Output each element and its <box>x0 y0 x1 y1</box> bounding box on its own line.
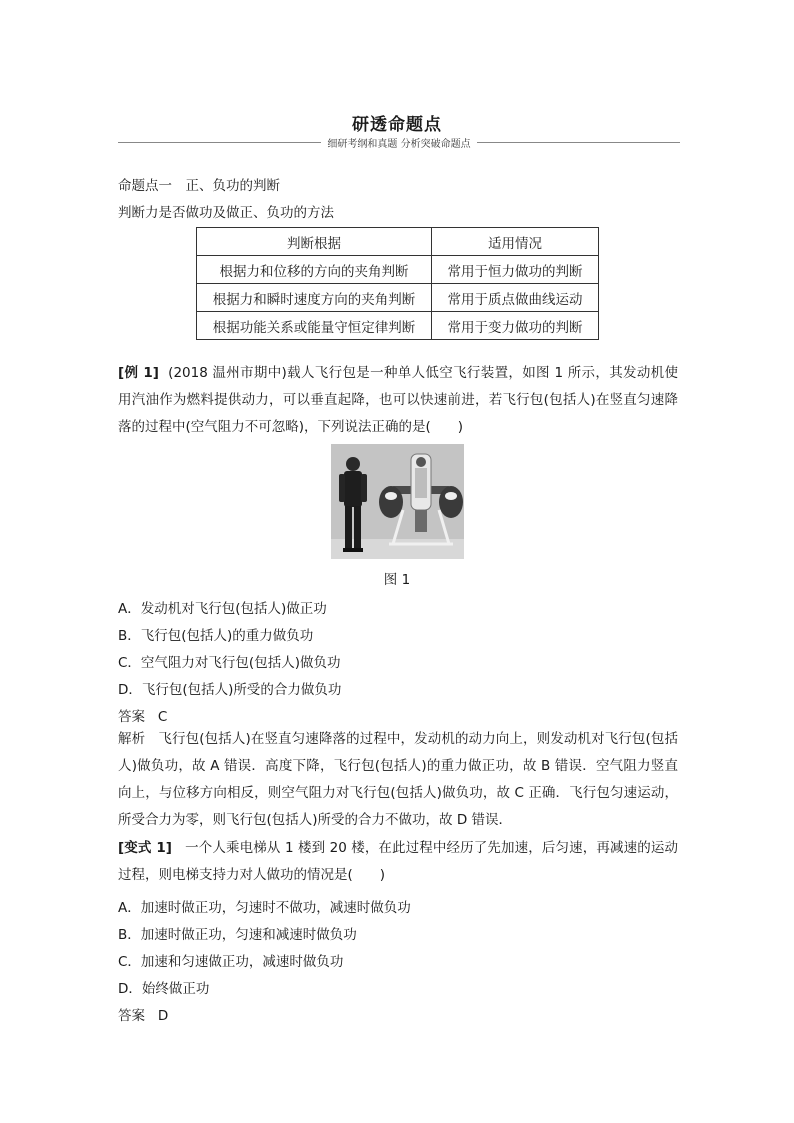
example-1-analysis <box>118 726 678 834</box>
analysis-text: 飞行包(包括人)在竖直匀速降落的过程中，发动机的动力向上，则发动机对飞行包(包括人)做负功，故 A 错误．高度下降，飞行包(包括人)的重力做正功，故 B 错误．空气阻力竖直向上，与位移方向相反，则空气阻力对飞行包(包括人)做负功，故 C 正确．飞行包匀速运动，所受合力为零，则飞行包(包括人)所受的合力不做功，故 D 错误． <box>118 731 678 828</box>
example-1-question <box>118 360 678 441</box>
example-1-option-b: B．飞行包(包括人)的重力做负功 <box>118 628 314 644</box>
table-cell: 根据力和位移的方向的夹角判断 <box>197 256 432 284</box>
variant-1-option-b: B．加速时做正功，匀速和减速时做负功 <box>118 927 357 943</box>
table-cell: 常用于恒力做功的判断 <box>432 256 599 284</box>
subtitle-divider <box>118 134 680 150</box>
example-1-option-d: D．飞行包(包括人)所受的合力做负功 <box>118 682 342 698</box>
answer-value: C <box>157 709 168 725</box>
example-1-answer <box>118 705 167 725</box>
table-row <box>197 284 599 312</box>
answer-label: 答案 <box>118 1008 145 1024</box>
jetpack-photo <box>331 444 464 559</box>
variant-1-option-d: D．始终做正功 <box>118 981 210 997</box>
variant-1-option-c: C．加速和匀速做正功，减速时做负功 <box>118 954 344 970</box>
page-title: 研透命题点 <box>352 115 442 135</box>
example-1-tag: [例 1] <box>118 365 159 381</box>
variant-1-answer <box>118 1004 168 1024</box>
table-cell: 根据力和瞬时速度方向的夹角判断 <box>197 284 432 312</box>
answer-label: 答案 <box>118 709 145 725</box>
table-header-cell: 判断根据 <box>197 228 432 256</box>
figure-caption: 图 1 <box>383 572 411 588</box>
divider-line-right <box>477 142 680 143</box>
variant-1-text: 一个人乘电梯从 1 楼到 20 楼，在此过程中经历了先加速，后匀速，再减速的运动过程，则电梯支持力对人做功的情况是( ) <box>118 840 678 883</box>
example-1-source: (2018 温州市期中) <box>168 365 287 381</box>
example-1-option-c: C．空气阻力对飞行包(包括人)做负功 <box>118 655 341 671</box>
method-heading: 判断力是否做功及做正、负功的方法 <box>118 205 334 221</box>
section-heading: 命题点一 正、负功的判断 <box>118 178 280 194</box>
judgement-table <box>196 227 599 340</box>
table-cell: 常用于质点做曲线运动 <box>432 284 599 312</box>
example-1-option-a: A．发动机对飞行包(包括人)做正功 <box>118 601 327 617</box>
table-row <box>197 256 599 284</box>
divider-line-left <box>118 142 321 143</box>
table-header-row <box>197 228 599 256</box>
table-cell: 常用于变力做功的判断 <box>432 312 599 340</box>
analysis-label: 解析 <box>118 731 146 747</box>
table-header-cell: 适用情况 <box>432 228 599 256</box>
variant-1-option-a: A．加速时做正功，匀速时不做功，减速时做负功 <box>118 900 411 916</box>
page-subtitle: 细研考纲和真题 分析突破命题点 <box>327 138 471 150</box>
table-row <box>197 312 599 340</box>
example-1-text: 载人飞行包是一种单人低空飞行装置，如图 1 所示，其发动机使用汽油作为燃料提供动力，可以垂直起降，也可以快速前进，若飞行包(包括人)在竖直匀速降落的过程中(空气阻力不可忽略)，下列说法正确的是( ) <box>118 365 679 435</box>
table-cell: 根据功能关系或能量守恒定律判断 <box>197 312 432 340</box>
jetpack-illustration <box>331 444 464 559</box>
variant-1-tag: [变式 1] <box>118 840 172 856</box>
variant-1-question <box>118 835 678 889</box>
answer-value: D <box>157 1008 169 1024</box>
